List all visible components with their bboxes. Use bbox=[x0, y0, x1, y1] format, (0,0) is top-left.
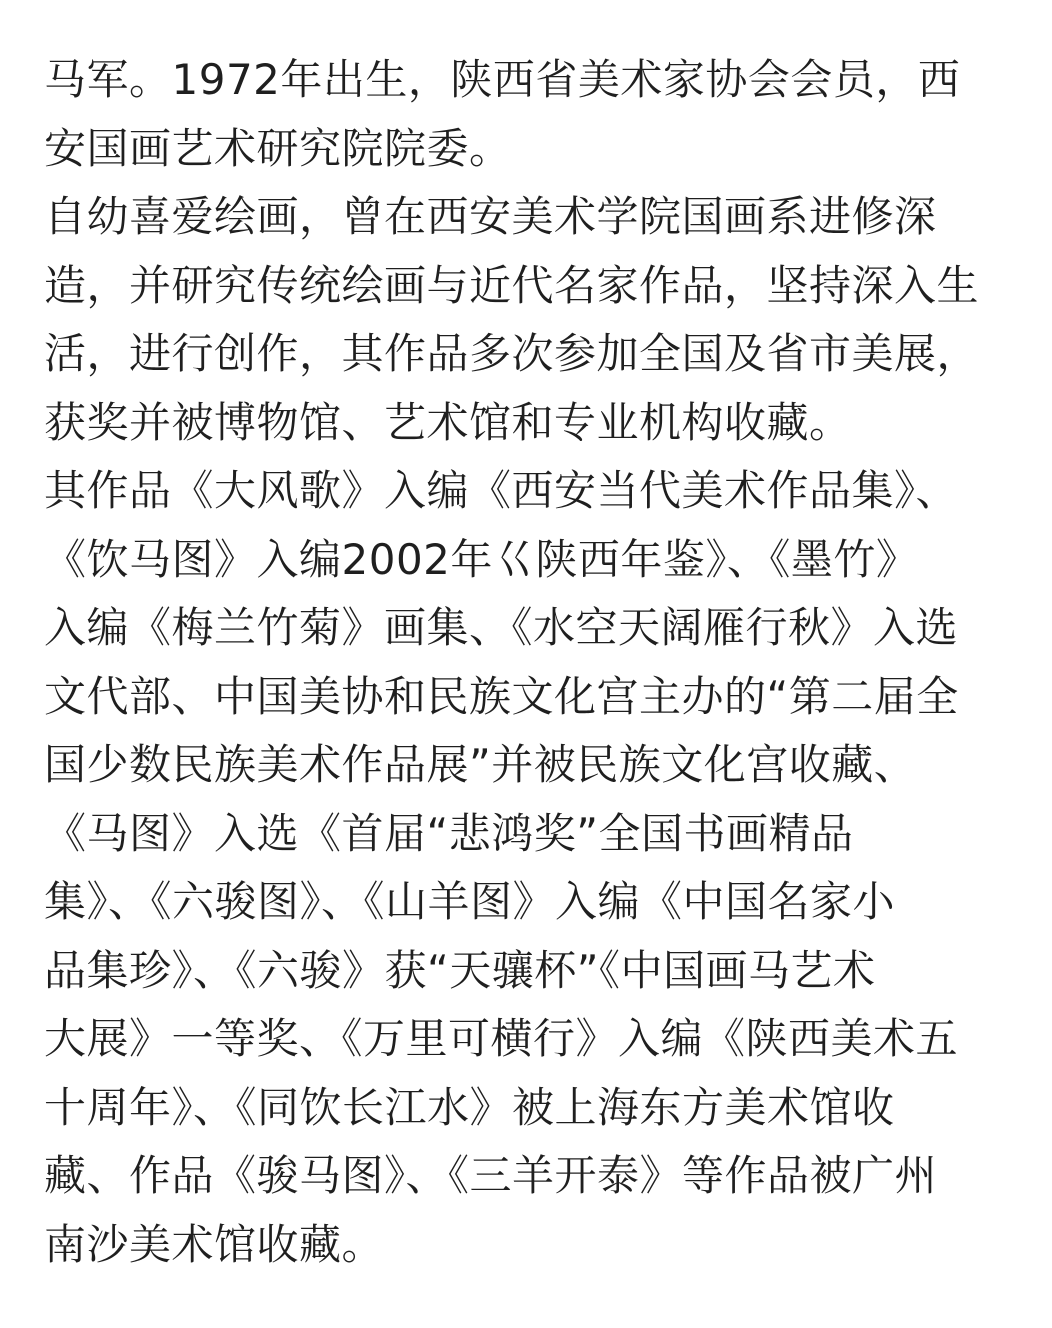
text-line: 马军。1972年出生，陕西省美术家协会会员，西 bbox=[44, 55, 961, 104]
text-line: 入编《梅兰竹菊》画集、《水空天阔雁行秋》入选 bbox=[44, 603, 959, 652]
text-line: 安国画艺术研究院院委。 bbox=[44, 123, 512, 173]
text-line: 活，进行创作，其作品多次参加全国及省市美展， bbox=[44, 329, 980, 378]
text-line: 《饮马图》入编2002年巜陕西年鉴》、《墨竹》 bbox=[44, 534, 919, 584]
text-line: 文代部、中国美协和民族文化宫主办的“第二届全 bbox=[44, 671, 959, 721]
text-line: 品集珍》、《六骏》获“天骧杯”《中国画马艺术 bbox=[44, 945, 876, 995]
text-line: 获奖并被博物馆、艺术馆和专业机构收藏。 bbox=[44, 397, 852, 447]
text-line: 藏、作品《骏马图》、《三羊开泰》等作品被广州 bbox=[44, 1151, 938, 1200]
article-body bbox=[44, 46, 1034, 1279]
text-line: 南沙美术馆收藏。 bbox=[44, 1219, 385, 1269]
text-line: 《马图》入选《首届“悲鸿奖”全国书画精品 bbox=[44, 808, 854, 858]
text-line: 大展》一等奖、《万里可横行》入编《陕西美术五 bbox=[44, 1014, 959, 1063]
text-line: 其作品《大风歌》入编《西安当代美术作品集》、 bbox=[44, 466, 959, 515]
text-line: 集》、《六骏图》、《山羊图》入编《中国名家小 bbox=[44, 877, 896, 926]
text-line: 国少数民族美术作品展”并被民族文化宫收藏、 bbox=[44, 740, 917, 789]
text-line: 造，并研究传统绘画与近代名家作品，坚持深入生 bbox=[44, 260, 980, 310]
text-line: 十周年》、《同饮长江水》被上海东方美术馆收 bbox=[44, 1082, 895, 1132]
text-line: 自幼喜爱绘画，曾在西安美术学院国画系进修深 bbox=[44, 192, 937, 241]
